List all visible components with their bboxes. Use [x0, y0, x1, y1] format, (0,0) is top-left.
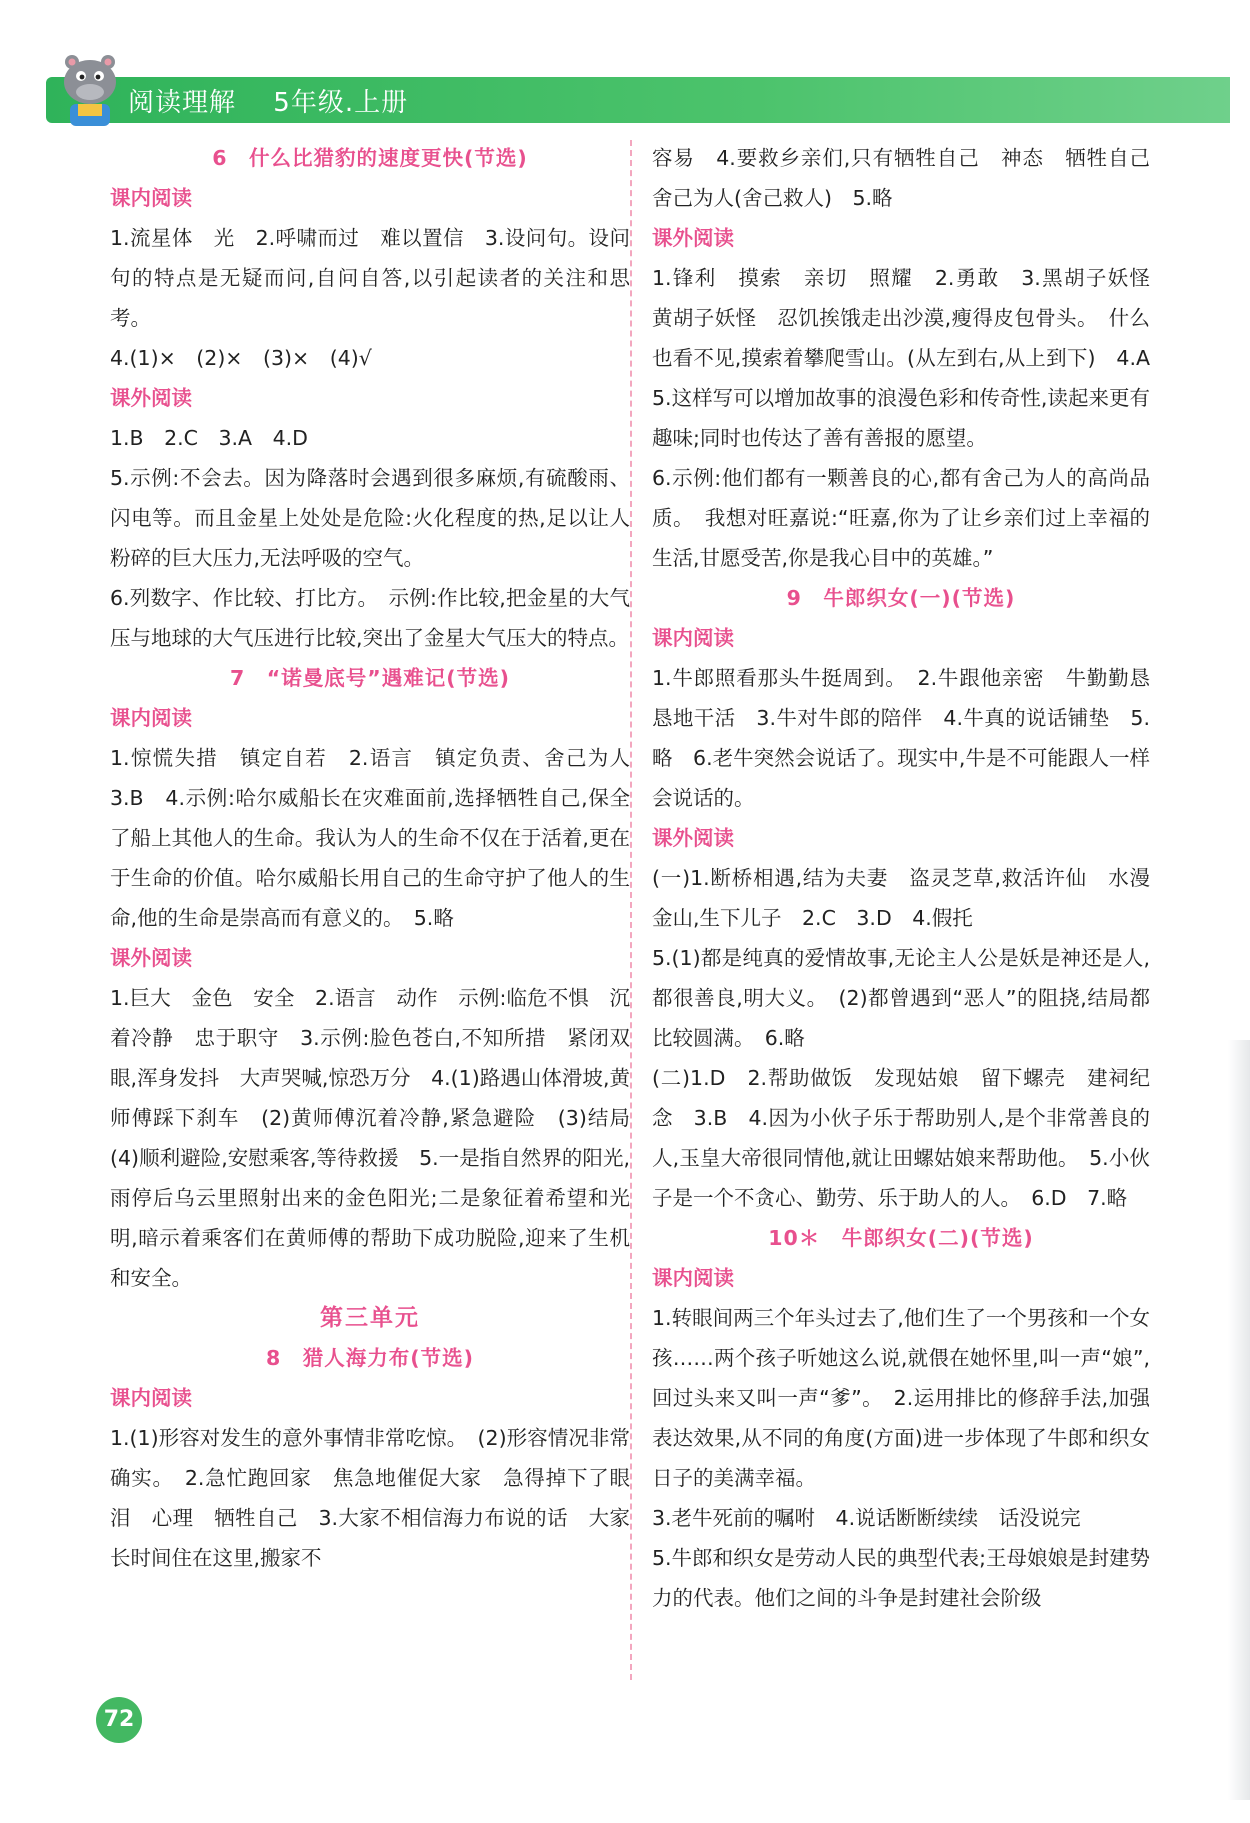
header-grade: 5年级.上册 [273, 88, 409, 118]
page-edge-shadow [1228, 1040, 1250, 1800]
left-column [110, 138, 651, 1578]
section-heading: 课内阅读 [110, 706, 192, 730]
answer-paragraph: 1.惊慌失措 镇定自若 2.语言 镇定负责、舍己为人 3.B 4.示例:哈尔威船长在灾难面前,选择牺牲自己,保全了船上其他人的生命。我认为人的生命不仅在于活着,更在于生命的价值。哈尔威船长用自己的生命守护了他人的生命,他的生命是崇高而有意义的。 5.略 [110, 746, 651, 930]
answer-paragraph: (一)1.断桥相遇,结为夫妻 盗灵芝草,救活许仙 水漫金山,生下儿子 2.C 3.D 4.假托 [652, 866, 1150, 930]
header-title [128, 82, 436, 119]
answer-paragraph: 3.老牛死前的嘱咐 4.说话断断续续 话没说完 [652, 1506, 1081, 1530]
answer-paragraph: 1.牛郎照看那头牛挺周到。 2.牛跟他亲密 牛勤勤恳恳地干活 3.牛对牛郎的陪伴 4.牛真的说话铺垫 5.略 6.老牛突然会说话了。现实中,牛是不可能跟人一样会说话的。 [652, 666, 1150, 810]
section-heading: 课外阅读 [110, 946, 192, 970]
answer-paragraph: 6.示例:他们都有一颗善良的心,都有舍己为人的高尚品质。 我想对旺嘉说:“旺嘉,你为了让乡亲们过上幸福的生活,甘愿受苦,你是我心目中的英雄。” [652, 466, 1150, 570]
section-heading: 课内阅读 [110, 186, 192, 210]
answer-paragraph: 5.示例:不会去。因为降落时会遇到很多麻烦,有硫酸雨、闪电等。而且金星上处处是危险:火化程度的热,足以让人粉碎的巨大压力,无法呼吸的空气。 [110, 466, 630, 570]
section-heading: 课外阅读 [652, 226, 734, 250]
column-divider [630, 140, 632, 1680]
section-heading: 课内阅读 [652, 626, 734, 650]
lesson-title: 7 “诺曼底号”遇难记(节选) [230, 666, 510, 690]
unit-heading: 第三单元 [320, 1305, 420, 1331]
hippo-mascot-icon [56, 52, 124, 130]
section-heading: 课内阅读 [110, 1386, 192, 1410]
answer-paragraph: 5.牛郎和织女是劳动人民的典型代表;王母娘娘是封建势力的代表。他们之间的斗争是封建社会阶级 [652, 1546, 1150, 1610]
lesson-title: 8 猎人海力布(节选) [265, 1346, 474, 1370]
answer-paragraph: 1.B 2.C 3.A 4.D [110, 426, 308, 450]
lesson-title: 6 什么比猎豹的速度更快(节选) [212, 146, 528, 170]
answer-paragraph: 1.锋利 摸索 亲切 照耀 2.勇敢 3.黑胡子妖怪 黄胡子妖怪 忍饥挨饿走出沙漠,瘦得皮包骨头。 什么也看不见,摸索着攀爬雪山。(从左到右,从上到下) 4.A 5.这样写可以增加故事的浪漫色彩和传奇性,读起来更有趣味;同时也传达了善有善报的愿望。 [652, 266, 1171, 450]
section-heading: 课内阅读 [652, 1266, 734, 1290]
answer-paragraph: 6.列数字、作比较、打比方。 示例:作比较,把金星的大气压与地球的大气压进行比较,突出了金星大气压大的特点。 [110, 586, 630, 650]
lesson-title: 10＊ 牛郎织女(二)(节选) [768, 1226, 1034, 1250]
page-number: 72 [96, 1697, 142, 1743]
answer-paragraph: 1.流星体 光 2.呼啸而过 难以置信 3.设问句。设问句的特点是无疑而问,自问自答,以引起读者的关注和思考。 [110, 226, 630, 330]
section-heading: 课外阅读 [110, 386, 192, 410]
answer-paragraph: 1.转眼间两三个年头过去了,他们生了一个男孩和一个女孩……两个孩子听她这么说,就偎在她怀里,叫一声“娘”,回过头来又叫一声“爹”。 2.运用排比的修辞手法,加强表达效果,从不同的角度(方面)进一步体现了牛郎和织女日子的美满幸福。 [652, 1306, 1150, 1490]
answer-paragraph: (二)1.D 2.帮助做饭 发现姑娘 留下螺壳 建祠纪念 3.B 4.因为小伙子乐于帮助别人,是个非常善良的人,玉皇大帝很同情他,就让田螺姑娘来帮助他。 5.小伙子是一个不贪心、勤劳、乐于助人的人。 6.D 7.略 [652, 1066, 1150, 1210]
answer-paragraph: 容易 4.要救乡亲们,只有牺牲自己 神态 牺牲自己 舍己为人(舍己救人) 5.略 [652, 146, 1171, 210]
lesson-title: 9 牛郎织女(一)(节选) [786, 586, 1016, 610]
section-heading: 课外阅读 [652, 826, 734, 850]
answer-paragraph: 1.(1)形容对发生的意外事情非常吃惊。 (2)形容情况非常确实。 2.急忙跑回家 焦急地催促大家 急得掉下了眼泪 心理 牺牲自己 3.大家不相信海力布说的话 大家长时间住在这里,搬家不 [110, 1426, 630, 1570]
answer-paragraph: 4.(1)× (2)× (3)× (4)√ [110, 346, 372, 370]
right-column [652, 138, 1171, 1618]
answer-paragraph: 1.巨大 金色 安全 2.语言 动作 示例:临危不惧 沉着冷静 忠于职守 3.示例:脸色苍白,不知所措 紧闭双眼,浑身发抖 大声哭喊,惊恐万分 4.(1)路遇山体滑坡,黄师傅踩下刹车 (2)黄师傅沉着冷静,紧急避险 (3)结局 (4)顺利避险,安慰乘客,等待救援 5.一是指自然界的阳光,雨停后乌云里照射出来的金色阳光;二是象征着希望和光明,暗示着乘客们在黄师傅的帮助下成功脱险,迎来了生机和安全。 [110, 986, 651, 1290]
header-subject: 阅读理解 [128, 88, 237, 118]
answer-paragraph: 5.(1)都是纯真的爱情故事,无论主人公是妖是神还是人,都很善良,明大义。 (2)都曾遇到“恶人”的阻挠,结局都比较圆满。 6.略 [652, 946, 1150, 1050]
